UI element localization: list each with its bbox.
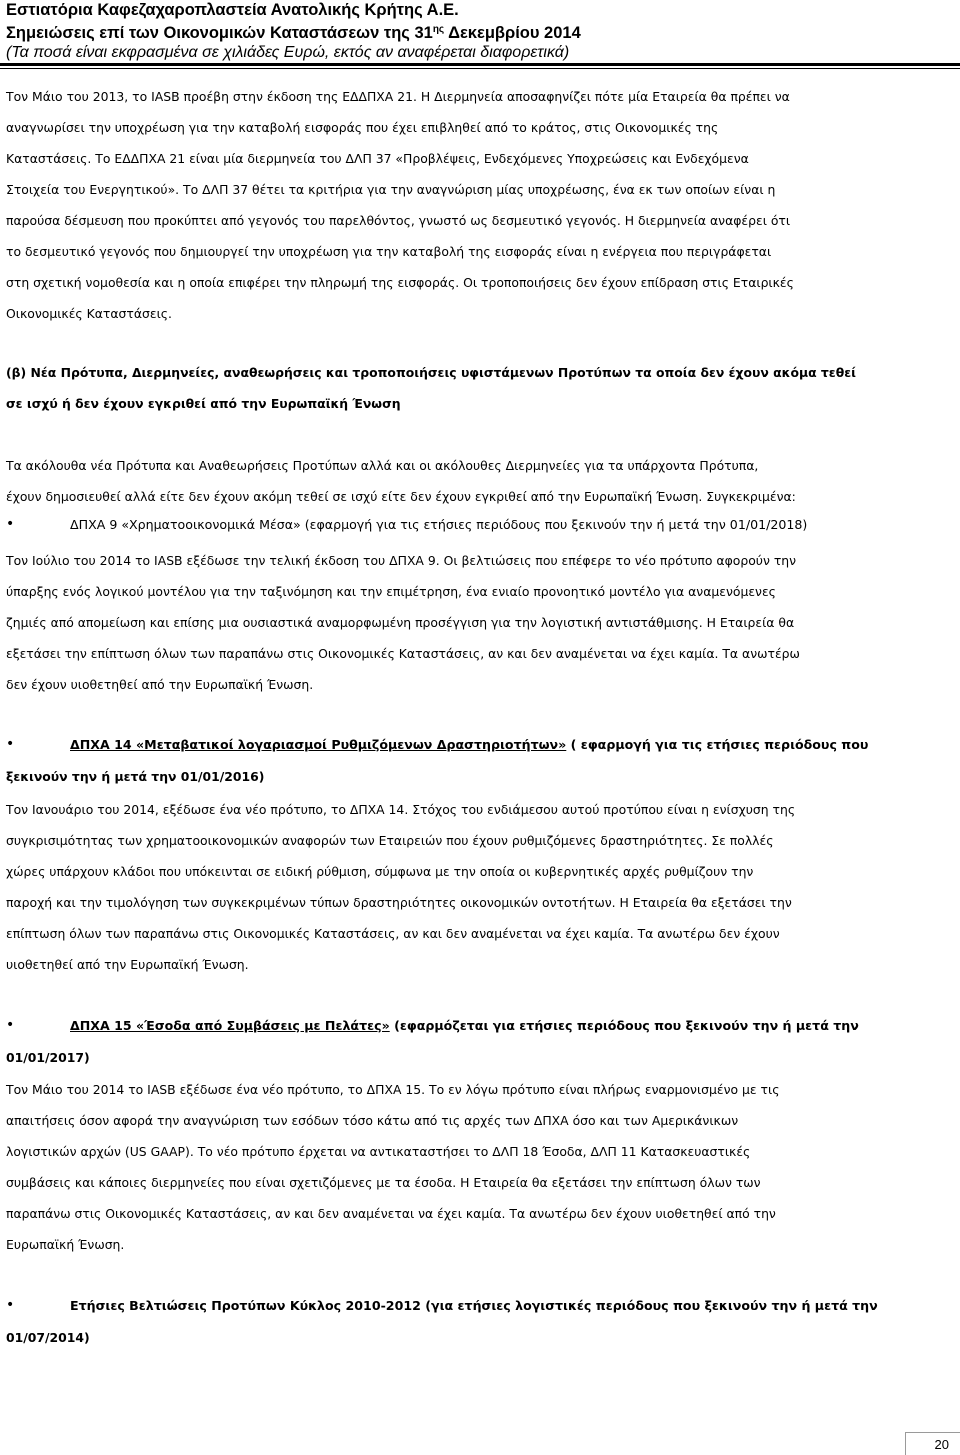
notes-title-text: Σημειώσεις επί των Οικονομικών Καταστάσεων της 31	[6, 24, 433, 42]
bullet-icon: •	[6, 1297, 15, 1313]
heading-line: (β) Νέα Πρότυπα, Διερμηνείες, αναθεωρήσεις και τροποποιήσεις υφιστάμενων Προτύπων τα οποία δεν έχουν ακόμα τεθεί	[6, 365, 856, 380]
header-rule-thick	[0, 63, 960, 66]
text-line: Τον Μάιο του 2013, το IASB προέβη στην έκδοση της ΕΔΔΠΧΑ 21. Η Διερμηνεία αποσαφηνίζει πότε μία Εταιρεία θα πρέπει να	[6, 89, 790, 104]
text-line: το δεσμευτικό γεγονός που δημιουργεί την υποχρέωση για την καταβολή της εισφοράς είναι η ενέργεια που περιγράφεται	[6, 244, 772, 259]
text-line: αναγνωρίσει την υποχρέωση για την καταβολή εισφοράς που έχει επιβληθεί από το κράτος, στις Οικονομικές της	[6, 120, 719, 135]
ifrs9-paragraph	[6, 545, 946, 700]
text-line: ζημιές από απομείωση και επίσης μια ουσιαστικά αναμορφωμένη προσέγγιση για την λογιστική αντιστάθμισης. Η Εταιρεία θα	[6, 615, 795, 630]
notes-title-date: Δεκεμβρίου 2014	[444, 24, 581, 42]
text-line: Τον Μάιο του 2014 το IASB εξέδωσε ένα νέο πρότυπο, το ΔΠΧΑ 15. Το εν λόγω πρότυπο είναι πλήρως εναρμονισμένο με τις	[6, 1082, 780, 1097]
page-header	[6, 0, 956, 63]
text-line: επίπτωση όλων των παραπάνω στις Οικονομικές Καταστάσεις, αν και δεν αναμένεται να έχει καμία. Τα ανωτέρω δεν έχουν	[6, 926, 780, 941]
page-number-box	[905, 1432, 960, 1455]
text-line: εξετάσει την επίπτωση όλων των παραπάνω στις Οικονομικές Καταστάσεις, αν και δεν αναμένεται να έχει καμία. Τα ανωτέρω	[6, 646, 800, 661]
bullet-icon: •	[6, 1017, 15, 1033]
bullet-icon: •	[6, 736, 15, 752]
notes-title-superscript: ης	[432, 24, 445, 35]
heading-line: σε ισχύ ή δεν έχουν εγκριθεί από την Ευρωπαϊκή Ένωση	[6, 396, 401, 411]
intro-paragraph	[6, 450, 946, 512]
text-line: Ευρωπαϊκή Ένωση.	[6, 1237, 125, 1252]
ifrs14-paragraph	[6, 794, 946, 980]
text-line: υιοθετηθεί από την Ευρωπαϊκή Ένωση.	[6, 957, 249, 972]
header-rule-thin	[0, 68, 960, 69]
notes-title	[6, 20, 956, 43]
text-line: έχουν δημοσιευθεί αλλά είτε δεν έχουν ακόμη τεθεί σε ισχύ είτε δεν έχουν εγκριθεί από την Ευρωπαϊκή Ένωση. Συγκεκριμένα:	[6, 489, 796, 504]
text-line: δεν έχουν υιοθετηθεί από την Ευρωπαϊκή Ένωση.	[6, 677, 314, 692]
annual-improvements-heading: Ετήσιες Βελτιώσεις Προτύπων Κύκλος 2010-2012 (για ετήσιες λογιστικές περιόδους που ξεκινούν την ή μετά την	[70, 1298, 878, 1313]
text-line: Στοιχεία του Ενεργητικού». Το ΔΛΠ 37 θέτει τα κριτήρια για την αναγνώριση μίας υποχρέωσης, ένα εκ των οποίων είναι η	[6, 182, 776, 197]
text-line: απαιτήσεις όσον αφορά την αναγνώριση των εσόδων τόσο κάτω από τις αρχές των ΔΠΧΑ όσο και των Αμερικάνικων	[6, 1113, 739, 1128]
ifrs15-effective: (εφαρμόζεται για ετήσιες περιόδους που ξεκινούν την ή μετά την	[389, 1018, 859, 1033]
text-line: παροχή και την τιμολόγηση των συγκεκριμένων τύπων δραστηριότητες οικονομικών οντοτήτων. Η Εταιρεία θα εξετάσει την	[6, 895, 792, 910]
text-line: συμβάσεις και κάποιες διερμηνείες που είναι σχετιζόμενες με τα έσοδα. Η Εταιρεία θα εξετάσει την επίπτωση όλων των	[6, 1175, 761, 1190]
text-line: στη σχετική νομοθεσία και η οποία επιφέρει την πληρωμή της εισφοράς. Οι τροποποιήσεις δεν έχουν επίδραση στις Εταιρικές	[6, 275, 794, 290]
company-name: Εστιατόρια Καφεζαχαροπλαστεία Ανατολικής Κρήτης Α.Ε.	[6, 1, 459, 19]
section-b-heading	[6, 357, 946, 419]
amounts-note: (Τα ποσά είναι εκφρασμένα σε χιλιάδες Ευρώ, εκτός αν αναφέρεται διαφορετικά)	[6, 44, 570, 61]
ifrs14-heading	[70, 737, 868, 752]
ifric21-paragraph	[6, 81, 946, 329]
text-line: χώρες υπάρχουν κλάδοι που υπόκεινται σε ειδική ρύθμιση, σύμφωνα με την οποία οι κυβερνητικές αρχές ρυθμίζουν την	[6, 864, 754, 879]
text-line: Οικονομικές Καταστάσεις.	[6, 306, 172, 321]
text-line: Τον Ιούλιο του 2014 το IASB εξέδωσε την τελική έκδοση του ΔΠΧΑ 9. Οι βελτιώσεις που επέφερε το νέο πρότυπο αφορούν την	[6, 553, 797, 568]
bullet-icon: •	[6, 516, 15, 532]
text-line: ύπαρξης ενός λογικού μοντέλου για την ταξινόμηση και την επιμέτρηση, ένα ενιαίο προνοητικό μοντέλο για αναμενόμενες	[6, 584, 776, 599]
heading-line: 01/07/2014)	[6, 1330, 90, 1345]
ifrs15-heading	[70, 1018, 859, 1033]
ifrs15-paragraph	[6, 1074, 946, 1260]
text-line: λογιστικών αρχών (US GAAP). Το νέο πρότυπο έρχεται να αντικαταστήσει το ΔΛΠ 18 Έσοδα, ΔΛΠ 11 Κατασκευαστικές	[6, 1144, 751, 1159]
text-line: παραπάνω στις Οικονομικές Καταστάσεις, αν και δεν αναμένεται να έχει καμία. Τα ανωτέρω δεν έχουν υιοθετηθεί από την	[6, 1206, 776, 1221]
ifrs15-heading-line2	[6, 1042, 946, 1073]
page-number: 20	[934, 1437, 949, 1452]
heading-line: ξεκινούν την ή μετά την 01/01/2016)	[6, 769, 265, 784]
ifrs15-title: ΔΠΧΑ 15 «Έσοδα από Συμβάσεις με Πελάτες»	[70, 1018, 390, 1033]
ifrs14-heading-line2	[6, 761, 946, 792]
ifrs14-title: ΔΠΧΑ 14 «Μεταβατικοί λογαριασμοί Ρυθμιζόμενων Δραστηριοτήτων»	[70, 737, 567, 752]
heading-line: 01/01/2017)	[6, 1050, 90, 1065]
ifrs9-heading: ΔΠΧΑ 9 «Χρηματοοικονομικά Μέσα» (εφαρμογή για τις ετήσιες περιόδους που ξεκινούν την ή μετά την 01/01/2018)	[70, 517, 808, 532]
text-line: παρούσα δέσμευση που προκύπτει από γεγονός του παρελθόντος, γνωστό ως δεσμευτικό γεγονός. Η διερμηνεία αναφέρει ότι	[6, 213, 791, 228]
annual-improvements-heading-line2	[6, 1322, 946, 1353]
text-line: Καταστάσεις. Το ΕΔΔΠΧΑ 21 είναι μία διερμηνεία του ΔΛΠ 37 «Προβλέψεις, Ενδεχόμενες Υποχρεώσεις και Ενδεχόμενα	[6, 151, 749, 166]
ifrs14-effective: ( εφαρμογή για τις ετήσιες περιόδους που	[566, 737, 869, 752]
text-line: συγκρισιμότητας των χρηματοοικονομικών αναφορών των Εταιρειών που έχουν ρυθμιζόμενες δραστηριότητες. Σε πολλές	[6, 833, 774, 848]
text-line: Τα ακόλουθα νέα Πρότυπα και Αναθεωρήσεις Προτύπων αλλά και οι ακόλουθες Διερμηνείες για τα υπάρχοντα Πρότυπα,	[6, 458, 759, 473]
text-line: Τον Ιανουάριο του 2014, εξέδωσε ένα νέο πρότυπο, το ΔΠΧΑ 14. Στόχος του ενδιάμεσου αυτού προτύπου είναι η ενίσχυση της	[6, 802, 796, 817]
